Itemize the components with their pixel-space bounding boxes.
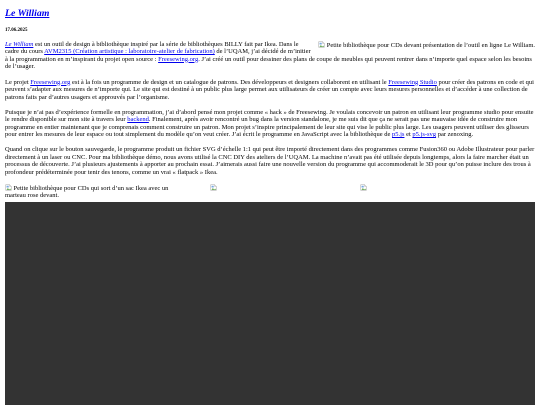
le-william-link[interactable]: Le William [5,40,34,48]
paragraph-text: Le projet [5,78,31,86]
gallery-image [210,184,355,193]
paragraph-fabrication [5,146,535,176]
paragraph-text: et [404,131,413,138]
paragraph-text: est un outil de design à bibliothèque inspiré par la série de bibliothèques BILLY fait par Ikea. Dans le cadre du cours [5,40,299,55]
broken-image-icon [5,184,12,191]
paragraph-text: de l’UQAM, j’ai décidé de m’initier à la programmation en m’inspirant du projet open source : [5,48,311,63]
page-title [5,8,535,20]
paragraph-text: . Finalement, après avoir rencontré un bug dans la version standalone, je me suis dit que ça ne serait pas une mauvaise idée de construire mon programme en entier maintenant que je comprenais comment construire un patron. Mon projet s’inspire principalement de leur site qui vise le public plus large. Les usagers peuvent utiliser des glisseurs pour entrer les mesures de leur espace ou tout simplement du modèle qu’on veut créer. J’ai écrit le programme en JavaScript avec la bibliothèque de [5,116,529,138]
publish-date: 17.06.2025 [5,28,28,33]
freesewing-studio-link[interactable]: Freesewing Studio [388,78,437,86]
cd-shelf-image [318,41,535,50]
paragraph-text: pour créer des patrons en code et qui peuvent s’adapter aux mesures de n’importe qui. Le site qui est destiné à un public plus large permet aux utilisateurs de créer un compte avec leurs mesures personnelles et d’accéder à une collection de patrons faits par d’autres usagers et approuvés par l’organisme. [5,78,534,101]
paragraph-text: . J’ai créé un outil pour dessiner des plans de coupe de meubles qui peuvent rentrer dans n’importe quel espace selon les besoins de l’usager. [5,55,532,70]
broken-image-icon [210,184,217,191]
p5js-link[interactable]: p5.js [391,131,405,138]
paragraph-freesewing [5,79,535,102]
paragraph-text: par zenoxing. [436,131,474,138]
broken-image-icon [360,184,367,191]
backend-link[interactable]: backend [127,116,149,123]
embedded-media[interactable] [5,202,535,405]
paragraph-process [5,109,535,139]
gallery-image [5,184,173,200]
broken-image-icon [318,41,325,48]
gallery-image [360,184,535,193]
image-alt-text: Petite bibliothèque pour CDs qui sort d’un sac Ikea avec un marteau rose devant. [5,184,169,199]
freesewing-link[interactable]: Freesewing.org [158,55,199,63]
freesewing-link[interactable]: Freesewing.org [30,78,71,86]
paragraph-text: Puisque je n’ai pas d’expérience formelle en programmation, j’ai d’abord pensé mon projet comme « hack » de Freesewing. Je voulais concevoir un patron en utilisant leur programme studio pour ensuite le rendre disponible sur mon site à travers leur [5,108,534,123]
image-alt-text: Petite bibliothèque pour CDs devant présentation de l’outil en ligne Le William. [326,41,535,49]
paragraph-text: Quand on clique sur le bouton sauvegarde, le programme produit un fichier SVG d’échelle 1:1 qui peut être importé directement dans des programmes comme Fusion360 ou Adobe Illustrateur pour parler directement à un laser ou CNC. Pour ma bibliothèque démo, nous avons utilisé la CNC DIY des ateliers de l’UQAM. La machine n’avait pas été utilisée depuis longtemps, alors la faire marcher était un processus de découverte. J’ai plusieurs ajustements à apporter au prochain essai. J’aimerais aussi faire une nouvelle version du programme qui accommoderait le 3D pour qu’on puisse inclure des trous à profondeur prédéterminée pour tenir des tenons, comme un vrai « flatpack » Ikea. [5,146,535,176]
image-gallery [5,184,535,200]
paragraph-intro [5,41,535,71]
p5js-svg-link[interactable]: p5.js-svg [412,131,437,138]
course-link[interactable]: AVM2315 (Création artistique : laboratoire-atelier de fabrication) [44,48,215,55]
paragraph-text: est à la fois un programme de design et un catalogue de patrons. Des développeurs et designers collaborent en utilisant le [70,78,389,86]
title-link[interactable]: Le William [5,8,50,19]
